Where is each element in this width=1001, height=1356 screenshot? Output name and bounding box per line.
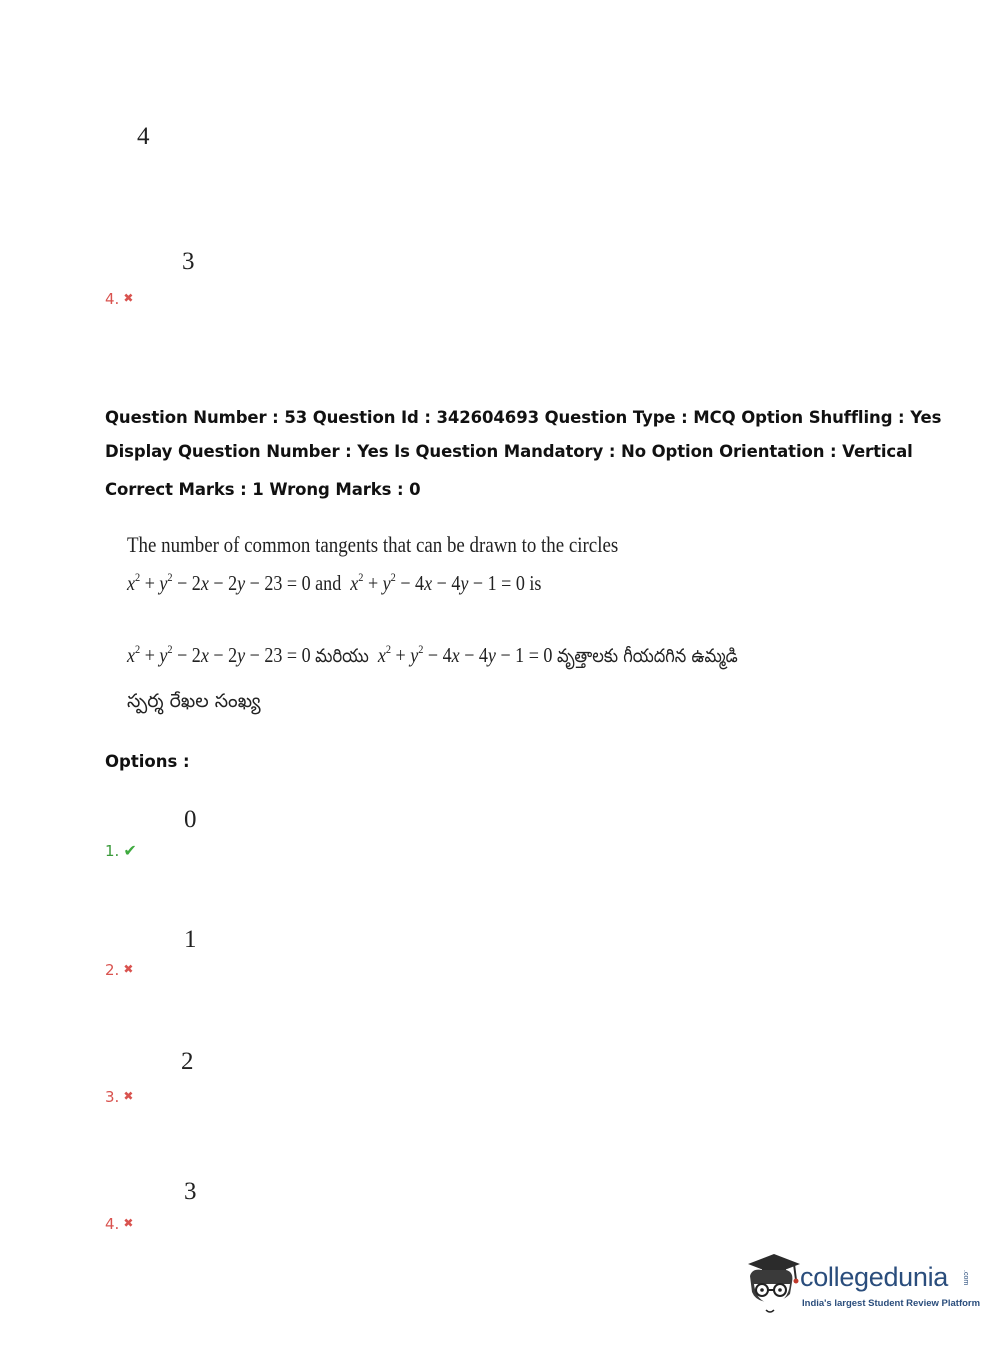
logo-suffix: .com bbox=[962, 1270, 969, 1286]
option-1-value: 0 bbox=[184, 806, 197, 833]
question-equations-telugu: $x^2 + y^2 - 2x - 2y - 23 = 0$ మరియు $x^2 + y^2 - 4x - 4y - 1 = 0$ వృత్తాలకు గీయదగిన ఉమ్మడి bbox=[127, 642, 738, 667]
question-text-english: The number of common tangents that can be drawn to the circles bbox=[127, 532, 619, 557]
collegedunia-logo bbox=[742, 1250, 981, 1320]
option-2-label: 2. ✖ bbox=[105, 961, 134, 979]
prev-option-label: 4. ✖ bbox=[105, 290, 134, 308]
cross-icon: ✖ bbox=[123, 1215, 134, 1230]
question-meta-line-1: Question Number : 53 Question Id : 342604693 Question Type : MCQ Option Shuffling : Yes bbox=[105, 408, 942, 427]
checkmark-icon: ✔ bbox=[123, 841, 137, 860]
option-4-value: 3 bbox=[184, 1178, 197, 1205]
option-1-label: 1. ✔ bbox=[105, 841, 137, 860]
cross-icon: ✖ bbox=[123, 1088, 134, 1103]
option-4-label: 4. ✖ bbox=[105, 1215, 134, 1233]
prev-option-value-b: 3 bbox=[182, 248, 195, 275]
question-text-telugu-line-2: స్పర్శ రేఖల సంఖ్య bbox=[127, 690, 261, 712]
cross-icon: ✖ bbox=[123, 961, 134, 976]
prev-option-value-a: 4 bbox=[137, 123, 150, 150]
question-equations-english: $x^2 + y^2 - 2x - 2y - 23 = 0$ and $x^2 + y^2 - 4x - 4y - 1 = 0$ is bbox=[127, 570, 542, 595]
cross-icon: ✖ bbox=[123, 290, 134, 305]
question-meta-line-2: Display Question Number : Yes Is Question Mandatory : No Option Orientation : Vertical bbox=[105, 442, 913, 461]
mascot-icon bbox=[742, 1250, 802, 1320]
question-meta-line-3: Correct Marks : 1 Wrong Marks : 0 bbox=[105, 480, 421, 499]
option-3-label: 3. ✖ bbox=[105, 1088, 134, 1106]
logo-wordmark: collegedunia bbox=[800, 1262, 949, 1292]
option-2-value: 1 bbox=[184, 926, 197, 953]
options-heading: Options : bbox=[105, 752, 190, 771]
logo-tagline: India's largest Student Review Platform bbox=[802, 1298, 981, 1309]
option-3-value: 2 bbox=[181, 1048, 194, 1075]
